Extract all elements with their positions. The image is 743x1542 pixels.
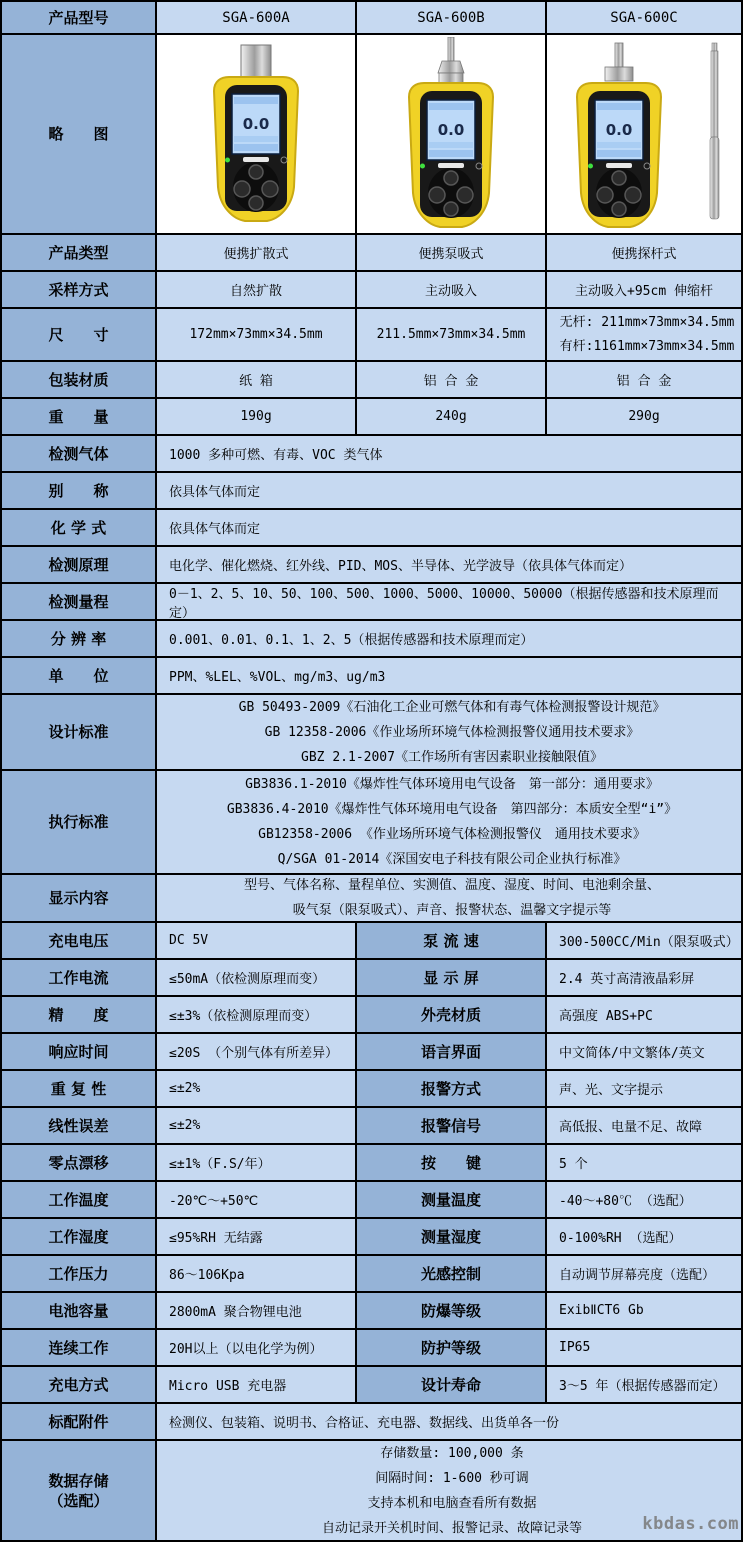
spec-value: 172mm×73mm×34.5mm: [157, 309, 357, 362]
row-label: 化 学 式: [2, 510, 157, 547]
row-label: 按 键: [357, 1145, 547, 1182]
spec-value: 便携探杆式: [547, 235, 743, 272]
spec-value: 自动调节屏幕亮度（选配）: [547, 1256, 743, 1293]
row-label: 线性误差: [2, 1108, 157, 1145]
table-row: [2, 1219, 743, 1256]
spec-value: ≤±1%（F.S/年）: [157, 1145, 357, 1182]
spec-value: 2800mA 聚合物锂电池: [157, 1293, 357, 1330]
row-label: 精 度: [2, 997, 157, 1034]
spec-value: ≤50mA（依检测原理而变）: [157, 960, 357, 997]
table-row: [2, 1404, 743, 1441]
row-label: 单 位: [2, 658, 157, 695]
spec-value: 高低报、电量不足、故障: [547, 1108, 743, 1145]
row-label: 显 示 屏: [357, 960, 547, 997]
table-row: [2, 695, 743, 771]
spec-value: 86～106Kpa: [157, 1256, 357, 1293]
spec-value: 211.5mm×73mm×34.5mm: [357, 309, 547, 362]
table-row-sketch: [2, 35, 743, 235]
row-label: [2, 1441, 157, 1542]
table-row-header: [2, 2, 743, 35]
spec-value: 5 个: [547, 1145, 743, 1182]
spec-value: 1000 多种可燃、有毒、VOC 类气体: [157, 436, 743, 473]
table-row: [2, 1145, 743, 1182]
spec-value: 依具体气体而定: [157, 510, 743, 547]
device-image-cell: [357, 35, 547, 235]
table-row: [2, 1330, 743, 1367]
row-label: 连续工作: [2, 1330, 157, 1367]
storage-line: 支持本机和电脑查看所有数据: [367, 1495, 537, 1511]
row-label: 充电电压: [2, 923, 157, 960]
header-label: 产品型号: [2, 2, 157, 35]
spec-value: [157, 695, 743, 771]
spec-value: ≤±2%: [157, 1108, 357, 1145]
spec-value: ≤20S （个别气体有所差异）: [157, 1034, 357, 1071]
table-row: [2, 510, 743, 547]
device-screen-reading: 0.0: [437, 121, 465, 139]
display-content-line: 型号、气体名称、量程单位、实测值、温度、湿度、时间、电池剩余量、: [243, 878, 660, 893]
row-label: 防护等级: [357, 1330, 547, 1367]
row-label: 设计寿命: [357, 1367, 547, 1404]
row-label: 产品类型: [2, 235, 157, 272]
table-row: [2, 272, 743, 309]
standard-line: GBZ 2.1-2007《工作场所有害因素职业接触限值》: [301, 749, 603, 765]
spec-value: 铝 合 金: [357, 362, 547, 399]
spec-value: 便携泵吸式: [357, 235, 547, 272]
spec-value: 主动吸入+95cm 伸缩杆: [547, 272, 743, 309]
row-label: 分 辨 率: [2, 621, 157, 658]
standard-line: Q/SGA 01-2014《深国安电子科技有限公司企业执行标准》: [277, 852, 627, 867]
table-row: [2, 923, 743, 960]
display-content-line: 吸气泵（限泵吸式）、声音、报警状态、温馨文字提示等: [292, 903, 612, 918]
model-name-sga-600b: SGA-600B: [357, 2, 547, 35]
spec-value: 3～5 年（根据传感器而定）: [547, 1367, 743, 1404]
spec-value: -40～+80℃ （选配）: [547, 1182, 743, 1219]
spec-value: 240g: [357, 399, 547, 436]
row-label: 尺 寸: [2, 309, 157, 362]
spec-value: 0.001、0.01、0.1、1、2、5（根据传感器和技术原理而定）: [157, 621, 743, 658]
spec-value: 纸 箱: [157, 362, 357, 399]
model-name-sga-600a: SGA-600A: [157, 2, 357, 35]
device-screen-reading: 0.0: [242, 115, 270, 133]
table-row: [2, 547, 743, 584]
spec-value: -20℃～+50℃: [157, 1182, 357, 1219]
dimension-no-rod: 无杆: 211mm×73mm×34.5mm: [559, 314, 735, 330]
row-label: 外壳材质: [357, 997, 547, 1034]
standard-line: GB 12358-2006《作业场所环境气体检测报警仪通用技术要求》: [264, 724, 640, 740]
row-label: 别 称: [2, 473, 157, 510]
spec-value: DC 5V: [157, 923, 357, 960]
table-row: [2, 960, 743, 997]
row-label: 采样方式: [2, 272, 157, 309]
device-illustration-sga-600b: [376, 37, 526, 231]
spec-value: 电化学、催化燃烧、红外线、PID、MOS、半导体、光学波导（依具体气体而定）: [157, 547, 743, 584]
spec-value: 300-500CC/Min（限泵吸式）: [547, 923, 743, 960]
row-label: 标配附件: [2, 1404, 157, 1441]
model-name-sga-600c: SGA-600C: [547, 2, 743, 35]
row-label: 电池容量: [2, 1293, 157, 1330]
spec-value: 20H以上（以电化学为例）: [157, 1330, 357, 1367]
table-row: [2, 1256, 743, 1293]
row-label: 包装材质: [2, 362, 157, 399]
spec-value: 检测仪、包装箱、说明书、合格证、充电器、数据线、出货单各一份: [157, 1404, 743, 1441]
standard-line: GB3836.4-2010《爆炸性气体环境用电气设备 第四部分：本质安全型“i”》: [226, 802, 678, 817]
spec-value: 铝 合 金: [547, 362, 743, 399]
table-row: [2, 771, 743, 875]
table-row: [2, 621, 743, 658]
standard-line: GB 50493-2009《石油化工企业可燃气体和有毒气体检测报警设计规范》: [238, 699, 666, 715]
spec-value: 2.4 英寸高清液晶彩屏: [547, 960, 743, 997]
table-row: [2, 309, 743, 362]
spec-value: [157, 1441, 743, 1542]
row-label: 零点漂移: [2, 1145, 157, 1182]
row-label: 工作电流: [2, 960, 157, 997]
row-label: 防爆等级: [357, 1293, 547, 1330]
table-row: [2, 584, 743, 621]
spec-value: 依具体气体而定: [157, 473, 743, 510]
row-label: 工作温度: [2, 1182, 157, 1219]
row-label-line: 数据存储: [48, 1471, 109, 1490]
storage-line: 自动记录开关机时间、报警记录、故障记录等: [321, 1520, 582, 1536]
table-row: [2, 1034, 743, 1071]
row-label: 光感控制: [357, 1256, 547, 1293]
table-row: [2, 1367, 743, 1404]
table-row: [2, 362, 743, 399]
spec-value: ≤95%RH 无结露: [157, 1219, 357, 1256]
table-row: [2, 436, 743, 473]
row-label: 充电方式: [2, 1367, 157, 1404]
spec-value: 0－1、2、5、10、50、100、500、1000、5000、10000、50000（根据传感器和技术原理而定）: [157, 584, 743, 621]
table-row: [2, 235, 743, 272]
telescopic-probe-rod: [710, 43, 719, 219]
device-illustration-sga-600c: [549, 37, 739, 231]
row-label: 略 图: [2, 35, 157, 235]
spec-value: ExibⅡCT6 Gb: [547, 1293, 743, 1330]
row-label: 执行标准: [2, 771, 157, 875]
standard-line: GB3836.1-2010《爆炸性气体环境用电气设备 第一部分：通用要求》: [245, 777, 659, 792]
spec-value: [157, 875, 743, 923]
table-row: [2, 473, 743, 510]
table-row: [2, 997, 743, 1034]
spec-value: 便携扩散式: [157, 235, 357, 272]
row-label: 重 量: [2, 399, 157, 436]
row-label: 检测原理: [2, 547, 157, 584]
table-row: [2, 1108, 743, 1145]
device-image-cell: [547, 35, 743, 235]
spec-value: IP65: [547, 1330, 743, 1367]
row-label: 报警方式: [357, 1071, 547, 1108]
spec-value: ≤±3%（依检测原理而变）: [157, 997, 357, 1034]
storage-line: 间隔时间: 1-600 秒可调: [375, 1470, 529, 1486]
row-label: 工作湿度: [2, 1219, 157, 1256]
row-label: 报警信号: [357, 1108, 547, 1145]
table-row: [2, 875, 743, 923]
table-row: [2, 1441, 743, 1542]
row-label: 检测量程: [2, 584, 157, 621]
row-label: 响应时间: [2, 1034, 157, 1071]
spec-value: 自然扩散: [157, 272, 357, 309]
spec-value: PPM、%LEL、%VOL、mg/m3、ug/m3: [157, 658, 743, 695]
spec-value: [157, 771, 743, 875]
spec-value: 主动吸入: [357, 272, 547, 309]
dimension-with-rod: 有杆:1161mm×73mm×34.5mm: [559, 338, 735, 354]
row-label: 泵 流 速: [357, 923, 547, 960]
table-row: [2, 1071, 743, 1108]
row-label: 检测气体: [2, 436, 157, 473]
device-screen-reading: 0.0: [605, 121, 633, 139]
row-label: 测量湿度: [357, 1219, 547, 1256]
spec-value: 0-100%RH （选配）: [547, 1219, 743, 1256]
row-label: 重 复 性: [2, 1071, 157, 1108]
row-label: 测量温度: [357, 1182, 547, 1219]
spec-value: 声、光、文字提示: [547, 1071, 743, 1108]
spec-value: 中文简体/中文繁体/英文: [547, 1034, 743, 1071]
spec-value: ≤±2%: [157, 1071, 357, 1108]
spec-value: 190g: [157, 399, 357, 436]
row-label: 设计标准: [2, 695, 157, 771]
spec-value: 高强度 ABS+PC: [547, 997, 743, 1034]
spec-value: 290g: [547, 399, 743, 436]
storage-line: 存储数量: 100,000 条: [380, 1445, 524, 1461]
table-row: [2, 1293, 743, 1330]
device-image-cell: [157, 35, 357, 235]
table-row: [2, 1182, 743, 1219]
row-label: 工作压力: [2, 1256, 157, 1293]
row-label-line: （选配）: [48, 1491, 109, 1510]
spec-value: Micro USB 充电器: [157, 1367, 357, 1404]
device-illustration-sga-600a: [181, 37, 331, 231]
watermark: kbdas.com: [642, 1514, 739, 1534]
table-row: [2, 399, 743, 436]
spec-value: [547, 309, 743, 362]
table-row: [2, 658, 743, 695]
row-label: 语言界面: [357, 1034, 547, 1071]
standard-line: GB12358-2006 《作业场所环境气体检测报警仪 通用技术要求》: [258, 827, 646, 842]
row-label: 显示内容: [2, 875, 157, 923]
